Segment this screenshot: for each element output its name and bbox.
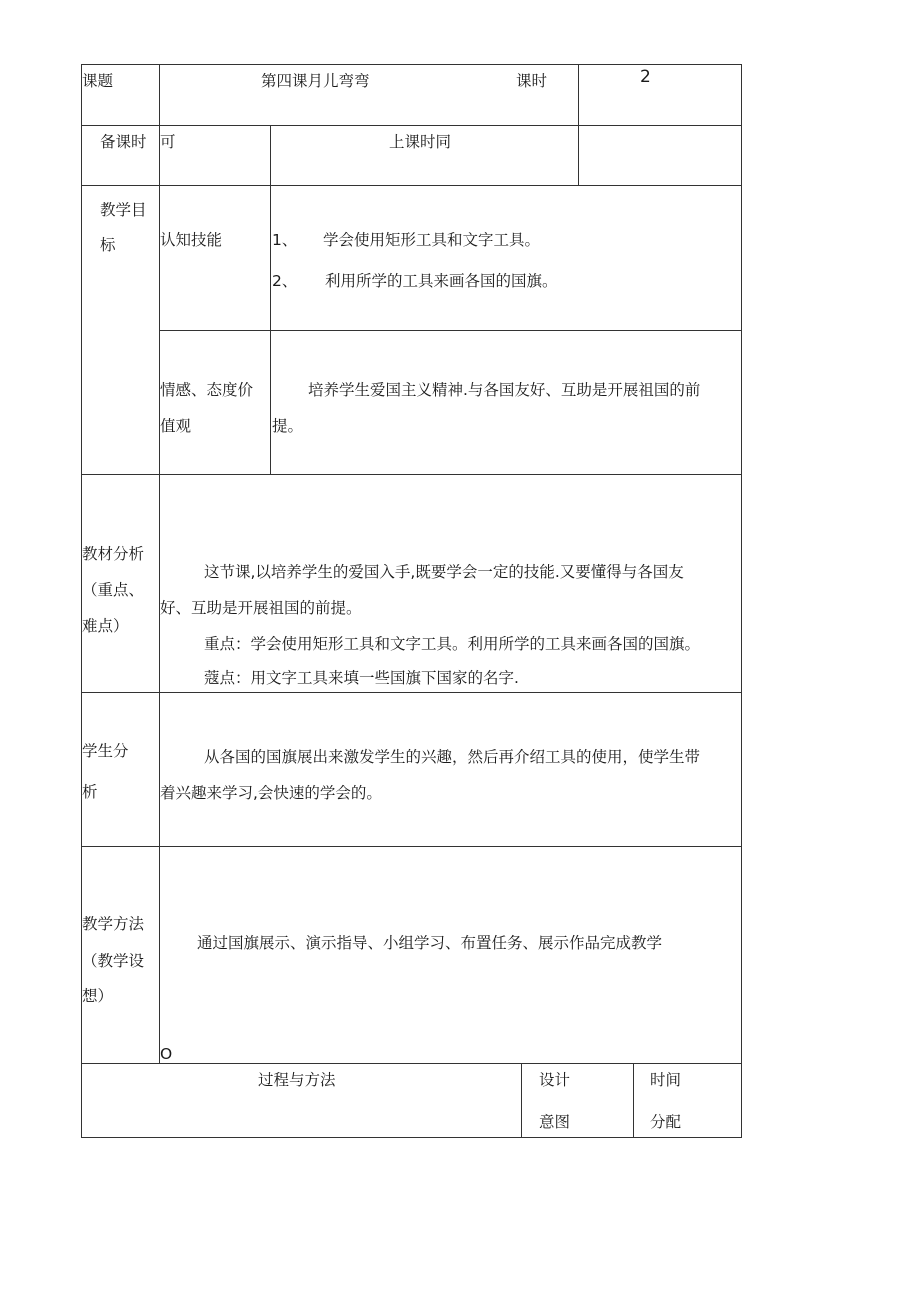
key-points: 重点：学会使用矩形工具和文字工具。利用所学的工具来画各国的国旗。 [204,635,701,653]
topic-value: 第四课月儿弯弯 [261,72,370,90]
table-border-bottom [81,1137,742,1138]
methods-label-cont: 想） [82,987,114,1005]
objectives-label-cont: 标 [100,236,116,254]
table-border-right [741,64,742,1138]
prep-time-value: 可 [160,133,176,151]
design-intent-label: 设计 [539,1071,571,1089]
row-divider [81,846,742,847]
affective-text: 培养学生爱国主义精神.与各国友好、互助是开展祖国的前 [308,381,701,399]
table-border-top [81,64,742,65]
table-border-left [81,64,82,1138]
row-divider [81,185,742,186]
students-text-cont: 着兴趣来学习,会快速的学会的。 [160,784,382,802]
methods-text: 通过国旗展示、演示指导、小组学习、布置任务、展示作品完成教学 [197,934,663,952]
row-divider [81,1063,742,1064]
row-divider [81,474,742,475]
time-allocation-label-cont: 分配 [650,1113,682,1131]
students-label-cont: 析 [82,783,98,801]
affective-label-cont: 值观 [160,417,192,435]
row-divider [81,692,742,693]
col-divider [159,64,160,1063]
time-allocation-label: 时间 [650,1071,682,1089]
process-label: 过程与方法 [258,1071,336,1089]
material-text: 这节课,以培养学生的爱国入手,既要学会一定的技能.又要懂得与各国友 [204,563,684,581]
affective-label: 情感、态度价 [160,381,254,399]
class-time-label: 上课时同 [389,133,452,151]
objective-text: 学会使用矩形工具和文字工具。 [323,231,541,249]
design-intent-label-cont: 意图 [539,1113,571,1131]
cognitive-label: 认知技能 [160,231,223,249]
methods-tail: O [160,1045,173,1063]
methods-label-cont: （教学设 [82,952,145,970]
objectives-label: 教学目 [100,201,147,219]
objective-text: 利用所学的工具来画各国的国旗。 [325,272,558,290]
students-text: 从各国的国旗展出来激发学生的兴趣，然后再介绍工具的使用，使学生带 [204,748,701,766]
col-divider [270,125,271,185]
col-divider [270,185,271,474]
students-label: 学生分 [82,742,129,760]
prep-time-label: 备课时 [100,133,147,151]
topic-label: 课题 [82,72,114,90]
row-divider [81,125,742,126]
difficult-points: 蔻点：用文字工具来填一些国旗下国家的名字. [204,669,519,687]
periods-value: 2 [640,67,651,87]
col-divider [633,1063,634,1137]
col-divider [521,1063,522,1137]
periods-label: 课时 [516,72,548,90]
material-text-cont: 好、互助是开展祖国的前提。 [160,599,362,617]
material-label: 教材分析 [82,545,145,563]
material-label-cont: 难点） [82,617,129,635]
col-divider [578,64,579,185]
objective-number: 2、 [272,272,298,290]
objective-number: 1、 [272,231,298,249]
material-label-cont: （重点、 [82,581,145,599]
row-divider [159,330,742,331]
affective-text-cont: 提。 [272,417,304,435]
methods-label: 教学方法 [82,915,145,933]
